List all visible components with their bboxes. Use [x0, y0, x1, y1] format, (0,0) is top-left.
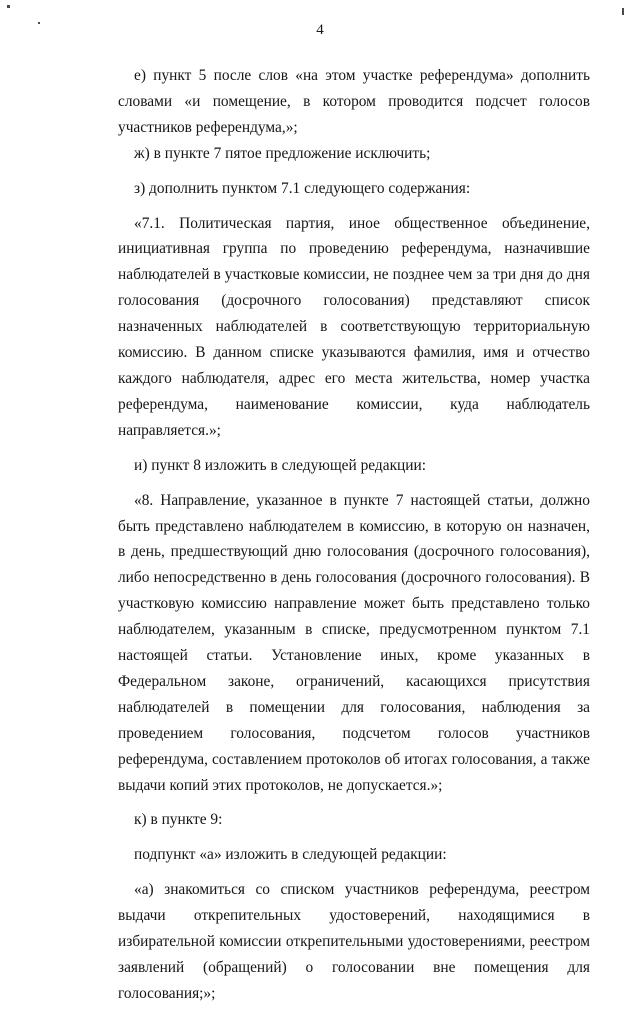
paragraph-z: з) дополнить пунктом 7.1 следующего содержания: — [134, 179, 471, 197]
scan-mark-top-right — [622, 8, 624, 15]
paragraph-i: и) пункт 8 изложить в следующей редакции: — [134, 456, 427, 474]
paragraph-quote-7-1: «7.1. Политическая партия, иное общественное объединение, инициативная группа по проведению референдума, назначившие наблюдателей в участковые комиссии, не позднее чем за три дня до дня голосования (досрочного голосования) представляют список назначенных наблюдателей в соответствующую территориальную комиссию. В данном списке указываются фамилия, имя и отчество каждого наблюдателя, адрес его места жительства, номер участка референдума, наименование комиссии, куда наблюдатель направляется.»; — [118, 214, 590, 439]
paragraph-zh: ж) в пункте 7 пятое предложение исключить; — [134, 144, 431, 162]
page-number: 4 — [316, 22, 324, 38]
scan-mark-top-left — [7, 5, 10, 8]
paragraph-quote-a: «а) знакомиться со списком участников референдума, реестром выдачи открепительных удостоверений, находящимися в избирательной комиссии открепительными удостоверениями, реестром заявлений (обращений) о голосовании вне помещения для голосования;»; — [118, 881, 590, 1002]
paragraph-k: к) в пункте 9: — [134, 811, 223, 829]
paragraph-e: е) пункт 5 после слов «на этом участке референдума» дополнить словами «и помещение, в котором проводится подсчет голосов участников референдума,»; — [118, 67, 590, 136]
paragraph-subpoint-a: подпункт «а» изложить в следующей редакции: — [134, 846, 447, 864]
paragraph-quote-8: «8. Направление, указанное в пункте 7 настоящей статьи, должно быть представлено наблюдателем в комиссию, в которую он назначен, в день, предшествующий дню голосования (досрочного голосования), либо непосредственно в день голосования (досрочного голосования). В участковую комиссию направление может быть представлено только наблюдателем, указанным в списке, предусмотренном пунктом 7.1 настоящей статьи. Установление иных, кроме указанных в Федеральном законе, ограничений, касающихся присутствия наблюдателей в помещении для голосования, наблюдения за проведением голосования, подсчетом голосов участников референдума, составлением протоколов об итогах голосования, а также выдачи копий этих протоколов, не допускается.»; — [118, 491, 590, 794]
document-body — [118, 63, 590, 1016]
